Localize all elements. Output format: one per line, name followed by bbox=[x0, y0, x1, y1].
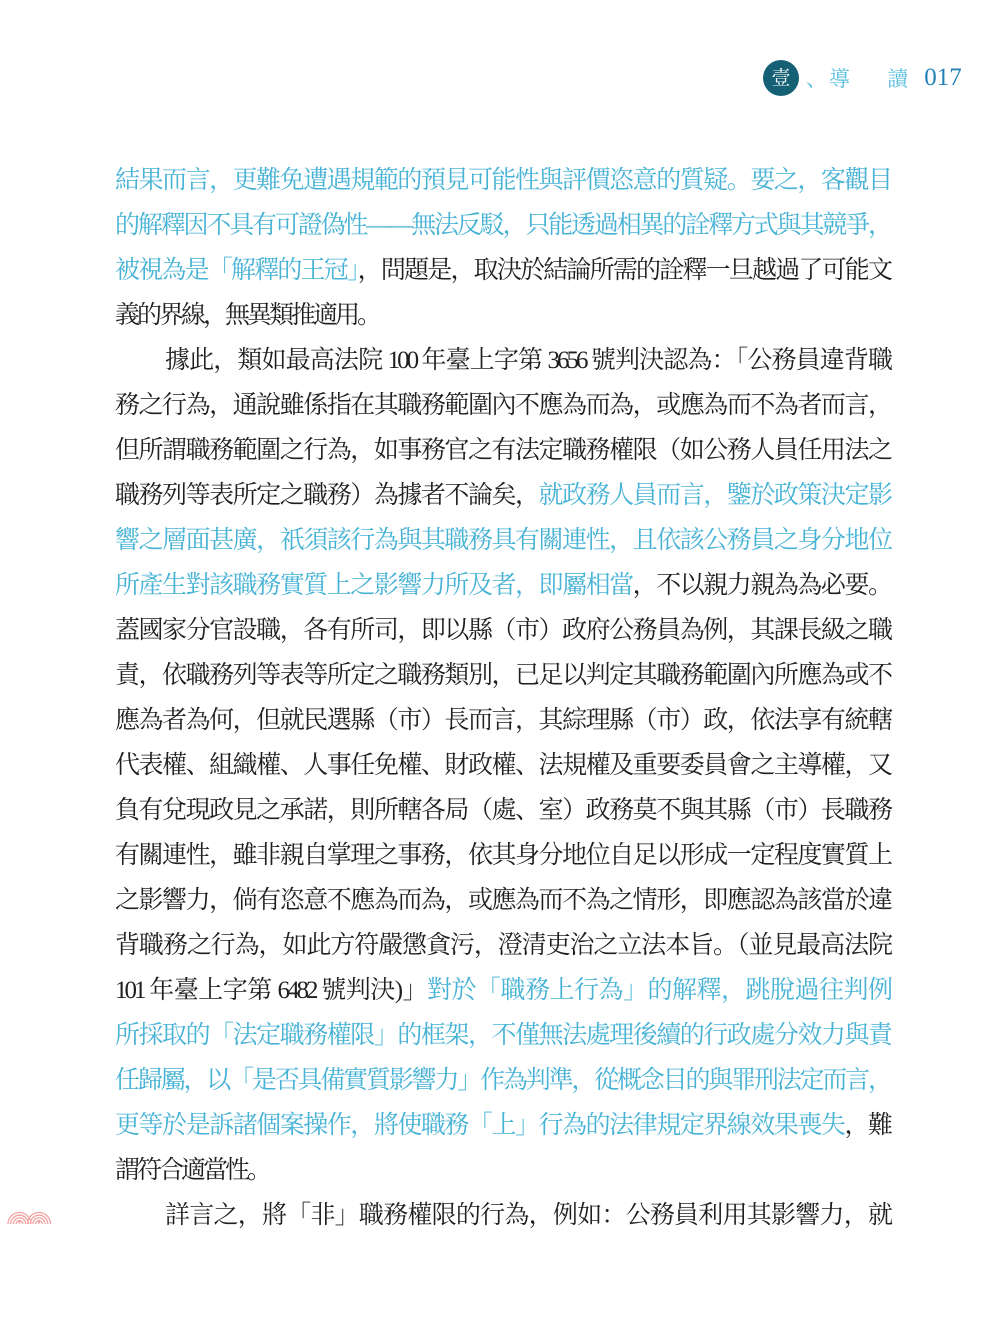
text-line bbox=[115, 158, 890, 203]
text-line bbox=[115, 878, 890, 923]
text-segment: 蓋國家分官設職，各有所司，即以縣（市）政府公務員為例，其課長級之職 bbox=[115, 617, 890, 644]
text-line bbox=[115, 1103, 890, 1148]
text-segment: 職務列等表所定之職務）為據者不論矣， bbox=[115, 482, 539, 509]
text-segment: 所產生對該職務實質上之影響力所及者，即屬相當 bbox=[115, 572, 633, 599]
text-line bbox=[115, 1013, 890, 1058]
text-line bbox=[115, 833, 890, 878]
text-segment: 更等於是訴諸個案操作，將使職務「上」行為的法律規定界線效果喪失 bbox=[115, 1112, 845, 1139]
text-segment: 就政務人員而言，鑒於政策決定影 bbox=[538, 482, 890, 509]
text-segment: 但所謂職務範圍之行為，如事務官之有法定職務權限（如公務人員任用法之 bbox=[115, 437, 890, 464]
text-line bbox=[115, 293, 890, 338]
text-segment: 101 年臺上字第 6482 號判決)」 bbox=[115, 977, 428, 1004]
text-line bbox=[115, 788, 890, 833]
text-line bbox=[115, 608, 890, 653]
text-segment: 背職務之行為，如此方符嚴懲貪污，澄清吏治之立法本旨。（並見最高法院 bbox=[115, 932, 890, 959]
text-segment: 詳言之，將「非」職務權限的行為，例如：公務員利用其影響力，就 bbox=[165, 1202, 890, 1229]
text-segment: ，問題是，取決於結論所需的詮釋一旦越過了可能文 bbox=[357, 257, 890, 284]
text-line bbox=[115, 518, 890, 563]
text-segment: 負有兌現政見之承諾，則所轄各局（處、室）政務莫不與其縣（市）長職務 bbox=[115, 797, 890, 824]
text-segment: 據此，類如最高法院 100 年臺上字第 3656 號判決認為：「公務員違背職 bbox=[165, 347, 890, 374]
text-segment: 所採取的「法定職務權限」的框架，不僅無法處理後續的行政處分效力與責 bbox=[115, 1022, 890, 1049]
text-segment: 代表權、組織權、人事任免權、財政權、法規權及重要委員會之主導權，又 bbox=[115, 752, 890, 779]
text-line bbox=[115, 473, 890, 518]
text-line bbox=[115, 1058, 890, 1103]
text-segment: 結果而言，更難免遭遇規範的預見可能性與評價恣意的質疑。要之，客觀目 bbox=[115, 167, 890, 194]
text-line bbox=[115, 248, 890, 293]
text-segment: 任歸屬，以「是否具備實質影響力」作為判準，從概念目的與罪刑法定而言， bbox=[115, 1067, 890, 1094]
text-line bbox=[115, 743, 890, 788]
text-segment: 義的界線，無異類推適用。 bbox=[115, 302, 380, 329]
text-segment: ，難 bbox=[844, 1112, 890, 1139]
section-badge-label: 壹 bbox=[771, 67, 791, 89]
page-header bbox=[763, 60, 962, 96]
text-line bbox=[115, 653, 890, 698]
text-line bbox=[115, 1148, 890, 1193]
body-text-block bbox=[115, 158, 890, 1238]
text-line bbox=[115, 698, 890, 743]
text-segment: 謂符合適當性。 bbox=[115, 1157, 270, 1184]
text-segment: 被視為是「解釋的王冠」 bbox=[115, 257, 358, 284]
double-rainbow-arcs-icon bbox=[7, 1205, 53, 1224]
text-line bbox=[115, 1193, 890, 1238]
text-segment: 務之行為，通說雖係指在其職務範圍內不應為而為，或應為而不為者而言， bbox=[115, 392, 890, 419]
text-segment: 對於「職務上行為」的解釋，跳脫過往判例 bbox=[427, 977, 890, 1004]
text-line bbox=[115, 968, 890, 1013]
enumeration-dot: 、 bbox=[806, 67, 827, 91]
text-line bbox=[115, 203, 890, 248]
text-line bbox=[115, 338, 890, 383]
section-badge bbox=[763, 60, 799, 96]
section-title: 導 讀 bbox=[829, 67, 925, 91]
text-segment: 有關連性，雖非親自掌理之事務，依其身分地位自足以形成一定程度實質上 bbox=[115, 842, 890, 869]
text-segment: 之影響力，倘有恣意不應為而為，或應為而不為之情形，即應認為該當於違 bbox=[115, 887, 890, 914]
text-segment: 應為者為何，但就民選縣（市）長而言，其綜理縣（市）政，依法享有統轄 bbox=[115, 707, 890, 734]
text-line bbox=[115, 923, 890, 968]
text-line bbox=[115, 563, 890, 608]
text-segment: 的解釋因不具有可證偽性——無法反駁，只能透過相異的詮釋方式與其競爭， bbox=[115, 212, 890, 239]
page-number: 017 bbox=[924, 64, 962, 91]
text-line bbox=[115, 383, 890, 428]
text-segment: 責，依職務列等表等所定之職務類別，已足以判定其職務範圍內所應為或不 bbox=[115, 662, 890, 689]
text-segment: ，不以親力親為為必要。 bbox=[632, 572, 890, 599]
text-line bbox=[115, 428, 890, 473]
text-segment: 響之層面甚廣，祇須該行為與其職務具有關連性，且依該公務員之身分地位 bbox=[115, 527, 890, 554]
